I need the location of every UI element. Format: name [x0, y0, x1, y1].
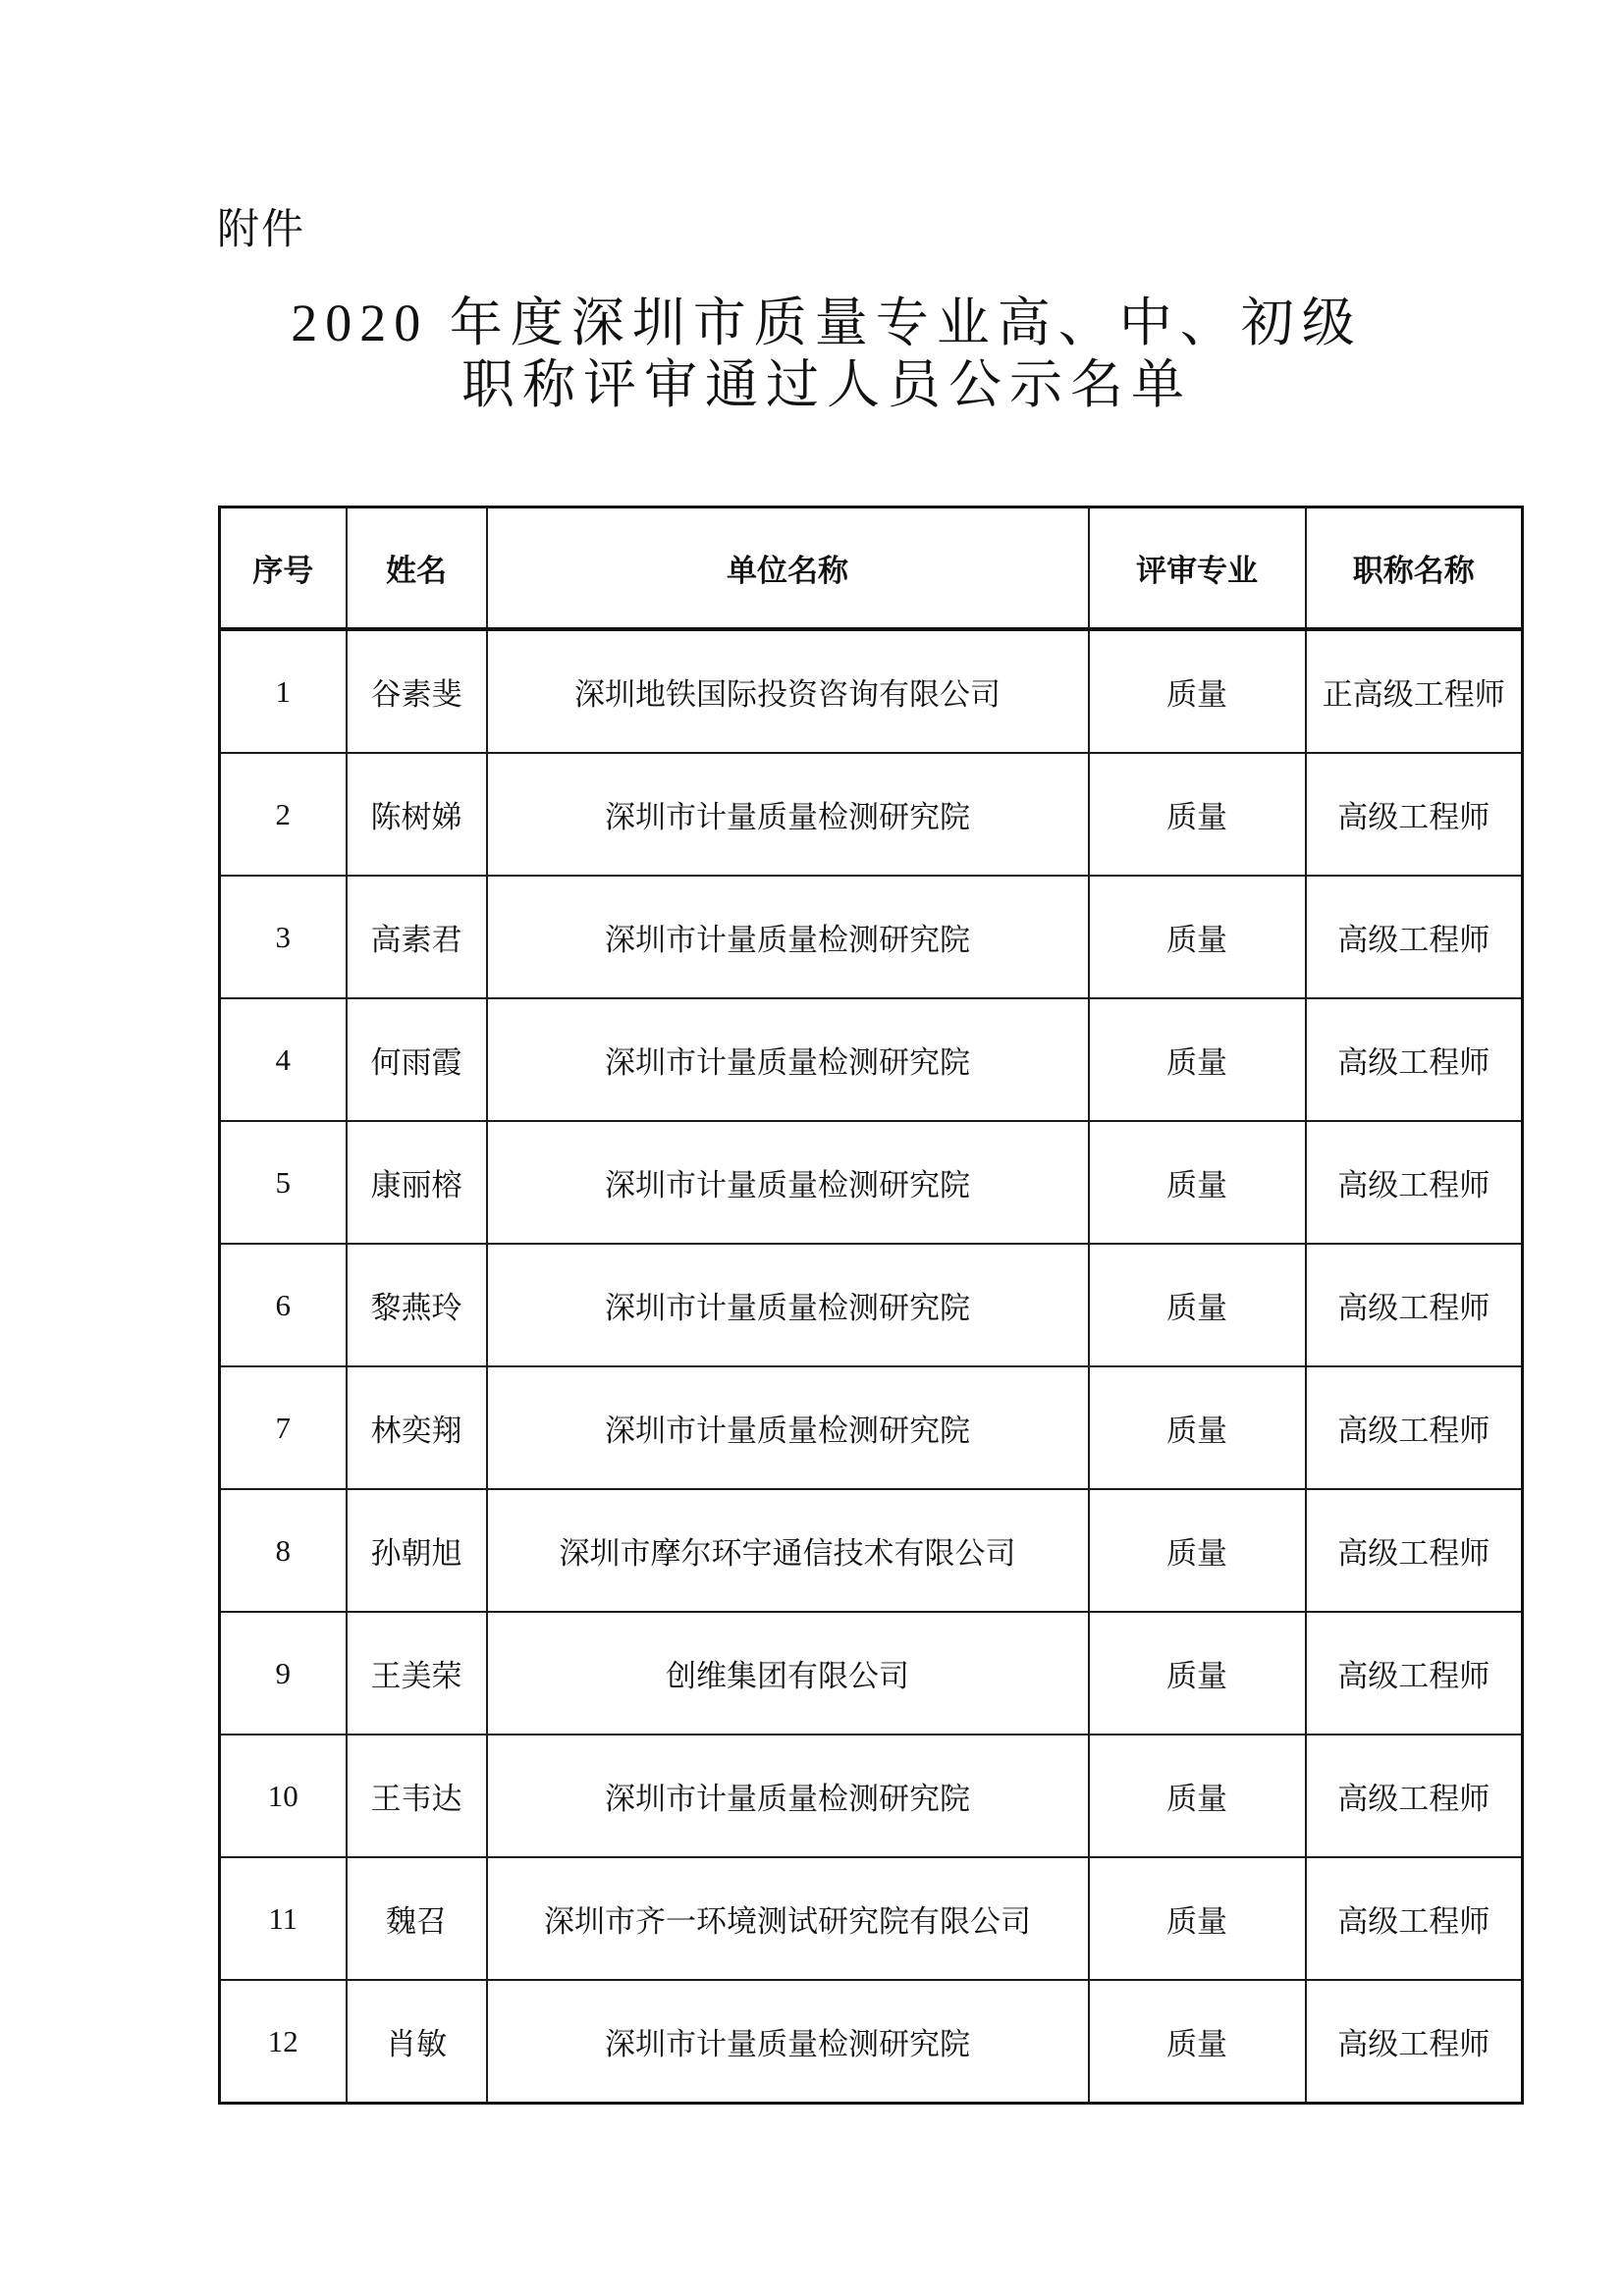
table-row [220, 629, 1523, 753]
specialty-cell: 质量 [1089, 1244, 1306, 1366]
specialty-cell: 质量 [1089, 998, 1306, 1121]
name-cell: 谷素斐 [347, 629, 487, 753]
table-row [220, 1366, 1523, 1489]
title-name-cell: 高级工程师 [1306, 1366, 1523, 1489]
name-cell: 何雨霞 [347, 998, 487, 1121]
specialty-cell: 质量 [1089, 1612, 1306, 1735]
unit-name-cell: 深圳市计量质量检测研究院 [487, 1980, 1089, 2104]
unit-name-cell: 深圳市计量质量检测研究院 [487, 998, 1089, 1121]
name-cell: 高素君 [347, 876, 487, 998]
title-name-cell: 高级工程师 [1306, 1980, 1523, 2104]
specialty-cell: 质量 [1089, 1857, 1306, 1980]
specialty-cell: 质量 [1089, 1121, 1306, 1244]
table-body [220, 629, 1523, 2104]
unit-name-cell: 深圳地铁国际投资咨询有限公司 [487, 629, 1089, 753]
name-cell: 陈树娣 [347, 753, 487, 876]
header-title-name: 职称名称 [1306, 507, 1523, 630]
title-name-cell: 高级工程师 [1306, 1489, 1523, 1612]
header-serial-number: 序号 [220, 507, 347, 630]
table-row [220, 1735, 1523, 1857]
serial-number-cell: 3 [220, 876, 347, 998]
title-name-cell: 高级工程师 [1306, 998, 1523, 1121]
table-header [220, 507, 1523, 630]
serial-number-cell: 4 [220, 998, 347, 1121]
name-cell: 林奕翔 [347, 1366, 487, 1489]
table-row [220, 1612, 1523, 1735]
name-cell: 王美荣 [347, 1612, 487, 1735]
attachment-label: 附件 [217, 207, 305, 253]
header-unit-name: 单位名称 [487, 507, 1089, 630]
unit-name-cell: 深圳市摩尔环宇通信技术有限公司 [487, 1489, 1089, 1612]
serial-number-cell: 7 [220, 1366, 347, 1489]
table-row [220, 1857, 1523, 1980]
specialty-cell: 质量 [1089, 1366, 1306, 1489]
unit-name-cell: 深圳市计量质量检测研究院 [487, 1735, 1089, 1857]
name-cell: 王韦达 [347, 1735, 487, 1857]
header-name: 姓名 [347, 507, 487, 630]
title-name-cell: 高级工程师 [1306, 1121, 1523, 1244]
name-cell: 魏召 [347, 1857, 487, 1980]
specialty-cell: 质量 [1089, 1735, 1306, 1857]
table-row [220, 1121, 1523, 1244]
unit-name-cell: 深圳市计量质量检测研究院 [487, 1121, 1089, 1244]
page-title [29, 293, 1624, 416]
table-row [220, 1980, 1523, 2104]
serial-number-cell: 12 [220, 1980, 347, 2104]
title-name-cell: 高级工程师 [1306, 753, 1523, 876]
name-cell: 肖敏 [347, 1980, 487, 2104]
unit-name-cell: 深圳市计量质量检测研究院 [487, 753, 1089, 876]
serial-number-cell: 10 [220, 1735, 347, 1857]
title-name-cell: 高级工程师 [1306, 1244, 1523, 1366]
serial-number-cell: 11 [220, 1857, 347, 1980]
unit-name-cell: 深圳市计量质量检测研究院 [487, 1366, 1089, 1489]
specialty-cell: 质量 [1089, 1980, 1306, 2104]
page-title-line2: 职称评审通过人员公示名单 [461, 355, 1192, 414]
page-title-line1: 2020 年度深圳市质量专业高、中、初级 [291, 294, 1363, 352]
table-row [220, 1244, 1523, 1366]
table-row [220, 753, 1523, 876]
table-row [220, 998, 1523, 1121]
name-cell: 孙朝旭 [347, 1489, 487, 1612]
serial-number-cell: 9 [220, 1612, 347, 1735]
name-cell: 黎燕玲 [347, 1244, 487, 1366]
specialty-cell: 质量 [1089, 1489, 1306, 1612]
unit-name-cell: 深圳市计量质量检测研究院 [487, 876, 1089, 998]
title-name-cell: 正高级工程师 [1306, 629, 1523, 753]
header-specialty: 评审专业 [1089, 507, 1306, 630]
serial-number-cell: 6 [220, 1244, 347, 1366]
table-row [220, 876, 1523, 998]
name-cell: 康丽榕 [347, 1121, 487, 1244]
table-row [220, 1489, 1523, 1612]
serial-number-cell: 1 [220, 629, 347, 753]
roster-table [218, 506, 1524, 2105]
specialty-cell: 质量 [1089, 629, 1306, 753]
serial-number-cell: 8 [220, 1489, 347, 1612]
title-name-cell: 高级工程师 [1306, 1612, 1523, 1735]
table-header-row [220, 507, 1523, 630]
serial-number-cell: 5 [220, 1121, 347, 1244]
unit-name-cell: 深圳市计量质量检测研究院 [487, 1244, 1089, 1366]
title-name-cell: 高级工程师 [1306, 1735, 1523, 1857]
serial-number-cell: 2 [220, 753, 347, 876]
title-name-cell: 高级工程师 [1306, 1857, 1523, 1980]
specialty-cell: 质量 [1089, 876, 1306, 998]
title-name-cell: 高级工程师 [1306, 876, 1523, 998]
unit-name-cell: 深圳市齐一环境测试研究院有限公司 [487, 1857, 1089, 1980]
specialty-cell: 质量 [1089, 753, 1306, 876]
unit-name-cell: 创维集团有限公司 [487, 1612, 1089, 1735]
